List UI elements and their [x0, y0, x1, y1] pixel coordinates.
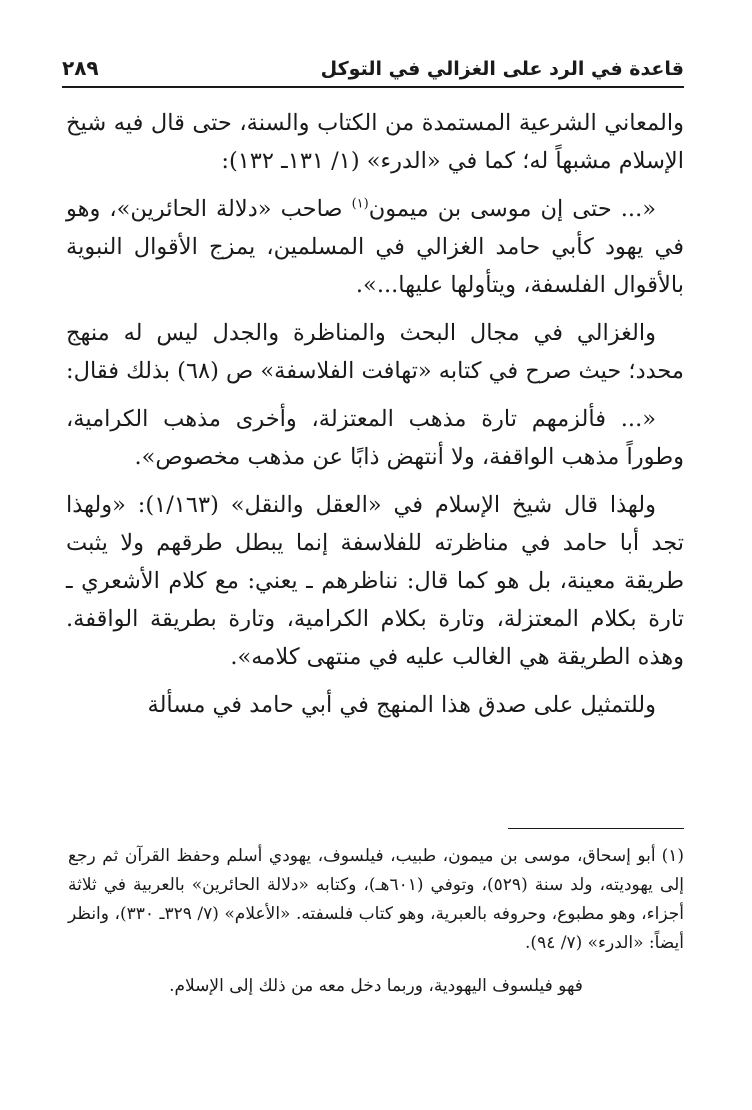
footnote-1	[68, 842, 684, 958]
footnote-reference[interactable]: (١)	[351, 196, 369, 212]
footnote-text: أبو إسحاق، موسى بن ميمون، طبيب، فيلسوف، يهودي أسلم وحفظ القرآن ثم رجع إلى يهوديته، ولد سنة (٥٢٩)، وتوفي (٦٠١هـ)، وكتابه «دلالة الحائرين» بالعربية في ثلاثة أجزاء، وهو مطبوع، وحروفه بالعبرية، وهو كتاب فلسفته. «الأعلام» (٧/ ٣٢٩ـ ٣٣٠)، وانظر أيضاً: «الدرء» (٧/ ٩٤).	[68, 846, 684, 953]
paragraph-6: وللتمثيل على صدق هذا المنهج في أبي حامد في مسألة	[147, 692, 656, 718]
quote-part-a: «... حتى إن موسى بن ميمون	[368, 196, 656, 222]
header-divider	[62, 86, 684, 88]
paragraph-1: والمعاني الشرعية المستمدة من الكتاب والسنة، حتى قال فيه شيخ الإسلام مشبهاً له؛ كما في «الدرء» (١/ ١٣١ـ ١٣٢):	[66, 110, 684, 174]
footnote-number: (١)	[661, 846, 684, 866]
footnotes	[68, 842, 684, 1001]
page-number: ٢٨٩	[62, 56, 99, 80]
running-title: قاعدة في الرد على الغزالي في التوكل	[320, 58, 684, 80]
quote-part-b: صاحب «دلالة الحائرين»، وهو في يهود كأبي حامد الغزالي في المسلمين، يمزج الأقوال النبوية بالأقوال الفلسفة، ويتأولها عليها...».	[66, 196, 684, 298]
paragraph-2-quote	[66, 190, 684, 304]
paragraph-5: ولهذا قال شيخ الإسلام في «العقل والنقل» (١/١٦٣): «ولهذا تجد أبا حامد في مناظرته للفلاسفة إنما يبطل طرقهم ولا يثبت طريقة معينة، بل هو كما قال: نناظرهم ـ يعني: مع كلام الأشعري ـ تارة بكلام المعتزلة، وتارة بكلام الكرامية، وتارة بطريقة الواقفة. وهذه الطريقة هي الغالب عليه في منتهى كلامه».	[66, 492, 684, 670]
footnote-divider	[508, 828, 684, 829]
footnote-continuation: فهو فيلسوف اليهودية، وربما دخل معه من ذلك إلى الإسلام.	[169, 976, 583, 996]
page-header	[62, 40, 684, 80]
paragraph-3: والغزالي في مجال البحث والمناظرة والجدل ليس له منهج محدد؛ حيث صرح في كتابه «تهافت الفلاسفة» ص (٦٨) بذلك فقال:	[66, 320, 684, 384]
paragraph-4-quote: «... فألزمهم تارة مذهب المعتزلة، وأخرى مذهب الكرامية، وطوراً مذهب الواقفة، ولا أنتهض ذابًا عن مذهب مخصوص».	[66, 406, 684, 470]
main-text	[66, 104, 684, 734]
